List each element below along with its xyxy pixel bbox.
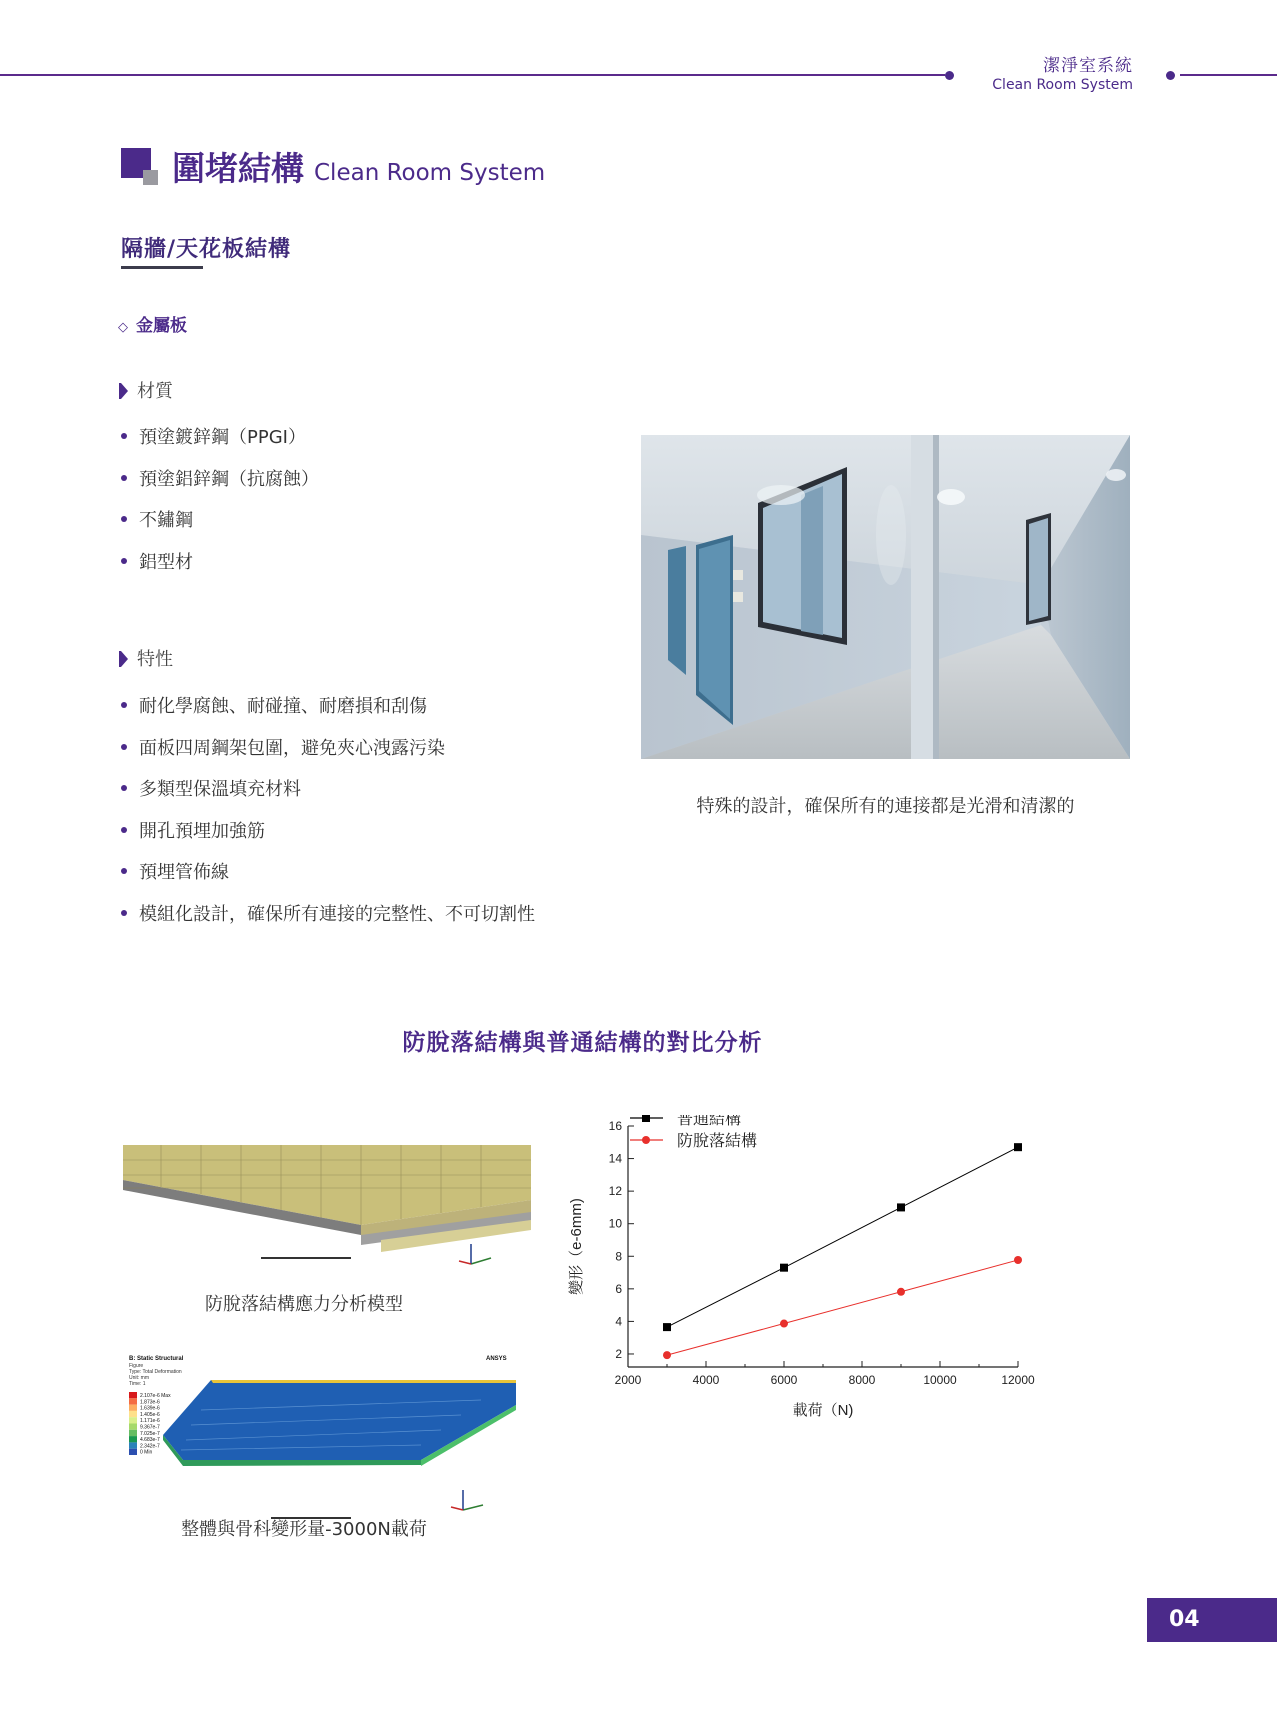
material-list (121, 423, 319, 589)
flag-icon (121, 651, 128, 667)
chart-y-tick-label: 4 (615, 1314, 622, 1329)
chart-y-label: 變形（e-6mm) (568, 1198, 585, 1295)
fea-legend-swatch (129, 1417, 137, 1423)
chart-series-line (667, 1147, 1018, 1327)
flag-icon (121, 383, 128, 399)
clean-room-illustration (641, 435, 1130, 759)
bullet-icon (121, 516, 127, 522)
bullet-icon (121, 910, 127, 916)
header-title-en: Clean Room System (992, 77, 1133, 93)
section-square-accent (143, 170, 158, 185)
chart-x-tick-label: 12000 (1001, 1373, 1035, 1387)
fea-title: B: Static Structural (129, 1356, 184, 1362)
material-heading-label: 材質 (137, 381, 173, 402)
fea-legend-swatch (129, 1405, 137, 1411)
fea-info-lines (129, 1363, 182, 1387)
fea-legend-swatch (129, 1411, 137, 1417)
chart-x-tick-label: 2000 (614, 1373, 642, 1387)
list-item (121, 548, 319, 590)
page-number-badge (1147, 1598, 1277, 1642)
section-title-zh: 圍堵結構 (172, 149, 304, 188)
list-item-text: 耐化學腐蝕、耐碰撞、耐磨損和刮傷 (139, 696, 427, 717)
fea-legend-label: 1.873e-6 (140, 1399, 160, 1406)
fea-info-line: Time: 1 (129, 1381, 146, 1387)
list-item-text: 不鏽鋼 (139, 510, 193, 531)
chart-series-line (667, 1260, 1018, 1355)
chart-point (663, 1351, 671, 1359)
list-item-text: 模組化設計，確保所有連接的完整性、不可切割性 (139, 903, 535, 925)
subsection-underline (121, 266, 203, 269)
fea-info-line: Figure (129, 1363, 144, 1369)
deformation-figure (121, 1350, 531, 1530)
chart-y-tick-label: 2 (615, 1346, 622, 1361)
section-title (172, 143, 545, 190)
chart-y-tick-label: 12 (608, 1184, 622, 1199)
fea-info-line: Type: Total Deformation (129, 1369, 182, 1375)
chart-y-tick-label: 8 (615, 1249, 622, 1264)
chart-legend-label: 防脫落結構 (677, 1133, 758, 1150)
chart-point (1014, 1143, 1022, 1151)
fea-brand: ANSYS (486, 1356, 507, 1362)
material-heading (121, 377, 173, 403)
chart-x-tick-label: 4000 (692, 1373, 720, 1387)
list-item-text: 鋁型材 (139, 551, 193, 573)
features-heading (121, 645, 173, 671)
subsection-title: 隔牆/天花板結構 (121, 237, 292, 262)
chart-y-tick-label: 6 (615, 1281, 622, 1296)
chart-point (780, 1320, 788, 1328)
fea-legend-swatch (129, 1449, 137, 1455)
bullet-icon (121, 868, 127, 874)
page-number: 04 (1169, 1607, 1200, 1632)
fea-legend-swatch (129, 1424, 137, 1430)
chart-y-tick-label: 14 (608, 1151, 622, 1166)
header-title-zh: 潔淨室系統 (1043, 56, 1133, 76)
list-item (121, 775, 535, 817)
list-item (121, 692, 535, 734)
metal-panel-label: 金屬板 (136, 316, 187, 336)
stress-model-illustration (121, 1140, 531, 1270)
diamond-icon: ◇ (118, 320, 128, 335)
fea-legend-swatch (129, 1392, 137, 1398)
chart-y-tick-label: 10 (608, 1216, 622, 1231)
fea-legend-label: 0 Min (140, 1449, 153, 1456)
section-title-en: Clean Room System (314, 160, 546, 186)
deformation-chart (560, 1115, 1120, 1575)
chart-x-tick-label: 8000 (848, 1373, 876, 1387)
figure1-caption: 防脫落結構應力分析模型 (205, 1294, 403, 1315)
fea-legend-swatch (129, 1436, 137, 1442)
chart-svg (560, 1115, 1120, 1575)
figure2-caption: 整體與骨科變形量-3000N載荷 (181, 1519, 427, 1540)
header-dot-left (945, 71, 954, 80)
list-item-text: 開孔預埋加強筋 (139, 820, 265, 842)
fea-legend (129, 1392, 171, 1456)
fea-legend-label: 1.171e-6 (140, 1418, 160, 1425)
fea-legend-label: 1.405e-6 (140, 1411, 160, 1418)
header-dot-right (1166, 71, 1175, 80)
fea-info-line: Unit: mm (129, 1375, 149, 1381)
bullet-icon (121, 702, 127, 708)
list-item-text: 多類型保溫填充材料 (139, 779, 301, 800)
fea-legend-label: 9.367e-7 (140, 1424, 160, 1431)
list-item-text: 預埋管佈線 (139, 862, 229, 883)
fea-legend-swatch (129, 1398, 137, 1404)
stress-model-figure (121, 1140, 531, 1270)
chart-x-tick-label: 6000 (770, 1373, 798, 1387)
chart-legend-label: 普通結構 (677, 1115, 742, 1128)
list-item-text: 面板四周鋼架包圍，避免夾心洩露污染 (139, 737, 445, 759)
fea-legend-label: 2.107e-6 Max (140, 1393, 171, 1399)
list-item (121, 506, 319, 548)
bullet-icon (121, 744, 127, 750)
features-heading-label: 特性 (137, 649, 173, 670)
metal-panel-heading (118, 311, 187, 336)
chart-point (1014, 1256, 1022, 1264)
clean-room-photo (641, 435, 1130, 759)
features-list (121, 692, 535, 941)
fea-legend-label: 4.683e-7 (140, 1437, 160, 1444)
list-item (121, 900, 535, 942)
list-item (121, 465, 319, 507)
list-item-text: 預塗鍍鋅鋼（PPGI） (139, 427, 306, 448)
bullet-icon (121, 475, 127, 481)
analysis-title: 防脫落結構與普通結構的對比分析 (402, 1030, 763, 1056)
list-item (121, 734, 535, 776)
bullet-icon (121, 827, 127, 833)
header-rule-right (1180, 74, 1277, 76)
chart-legend-marker (642, 1115, 650, 1122)
bullet-icon (121, 785, 127, 791)
fea-legend-label: 2.342e-7 (140, 1443, 160, 1450)
list-item (121, 423, 319, 465)
bullet-icon (121, 433, 127, 439)
fea-legend-swatch (129, 1442, 137, 1448)
list-item-text: 預塗鋁鋅鋼（抗腐蝕） (139, 468, 319, 490)
chart-x-label: 載荷（N) (792, 1402, 854, 1419)
header-title (992, 56, 1133, 94)
chart-point (897, 1203, 905, 1211)
bullet-icon (121, 558, 127, 564)
header-rule-left (0, 74, 945, 76)
photo-caption: 特殊的設計，確保所有的連接都是光滑和清潔的 (696, 796, 1075, 817)
list-item (121, 817, 535, 859)
chart-point (897, 1288, 905, 1296)
fea-legend-label: 1.639e-6 (140, 1405, 160, 1412)
chart-point (663, 1323, 671, 1331)
chart-point (780, 1264, 788, 1272)
chart-legend-marker (642, 1136, 650, 1144)
chart-y-tick-label: 16 (608, 1119, 622, 1133)
chart-x-tick-label: 10000 (923, 1373, 957, 1387)
fea-legend-label: 7.025e-7 (140, 1430, 160, 1437)
fea-legend-swatch (129, 1430, 137, 1436)
list-item (121, 858, 535, 900)
fea-svg (121, 1350, 531, 1530)
